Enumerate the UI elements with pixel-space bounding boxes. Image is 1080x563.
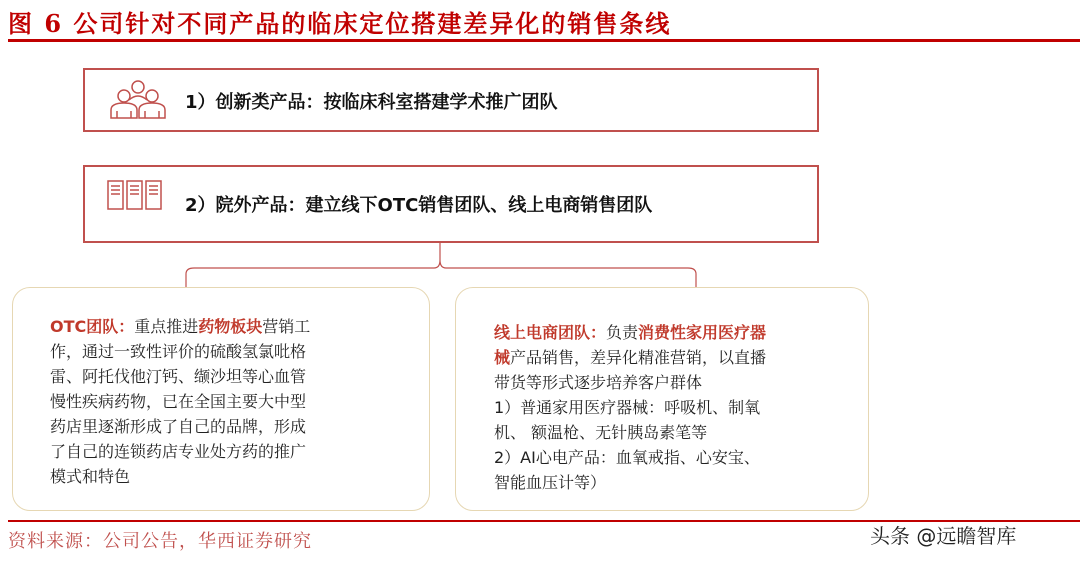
source-note: 资料来源：公司公告，华西证券研究 (8, 531, 312, 552)
server-rack-icon (105, 179, 165, 211)
otc-line: 模式和特色 (50, 467, 131, 486)
otc-line: 雷、阿托伐他汀钙、缬沙坦等心血管 (50, 367, 307, 386)
online-highlight: 械 (494, 348, 511, 367)
online-line: 1）普通家用医疗器械：呼吸机、制氧 (494, 398, 761, 417)
online-heading: 线上电商团队： (494, 323, 607, 342)
online-team-card (455, 287, 869, 511)
outpatient-products-box (83, 165, 819, 243)
otc-text: 重点推进 (134, 317, 199, 336)
otc-line: 了自己的连锁药店专业处方药的推广 (50, 442, 307, 461)
top-divider (8, 39, 1080, 42)
innovative-products-label: 1）创新类产品：按临床科室搭建学术推广团队 (185, 92, 558, 113)
online-highlight: 消费性家用医疗器 (638, 323, 767, 342)
watermark: 头条 @远瞻智库 (870, 524, 1017, 548)
online-text: 产品销售，差异化精准营销，以直播 (510, 348, 767, 367)
otc-heading: OTC团队： (50, 317, 135, 336)
innovative-products-box (83, 68, 819, 132)
otc-team-card (12, 287, 430, 511)
people-group-icon (105, 78, 171, 120)
otc-line: 药店里逐渐形成了自己的品牌，形成 (50, 417, 307, 436)
otc-line: 作，通过一致性评价的硫酸氢氯吡格 (50, 342, 307, 361)
online-line: 机、 额温枪、无针胰岛素笔等 (494, 423, 708, 442)
otc-line: 慢性疾病药物，已在全国主要大中型 (50, 392, 307, 411)
bracket-connector (180, 240, 710, 290)
figure-title: 图 6 公司针对不同产品的临床定位搭建差异化的销售条线 (8, 9, 672, 38)
outpatient-products-label: 2）院外产品：建立线下OTC销售团队、线上电商销售团队 (185, 195, 653, 216)
online-line: 2）AI心电产品：血氧戒指、心安宝、 (494, 448, 760, 467)
online-line: 智能血压计等） (494, 473, 607, 492)
otc-text: 营销工 (262, 317, 311, 336)
otc-highlight: 药物板块 (198, 317, 263, 336)
online-line: 带货等形式逐步培养客户群体 (494, 373, 703, 392)
online-text: 负责 (606, 323, 639, 342)
